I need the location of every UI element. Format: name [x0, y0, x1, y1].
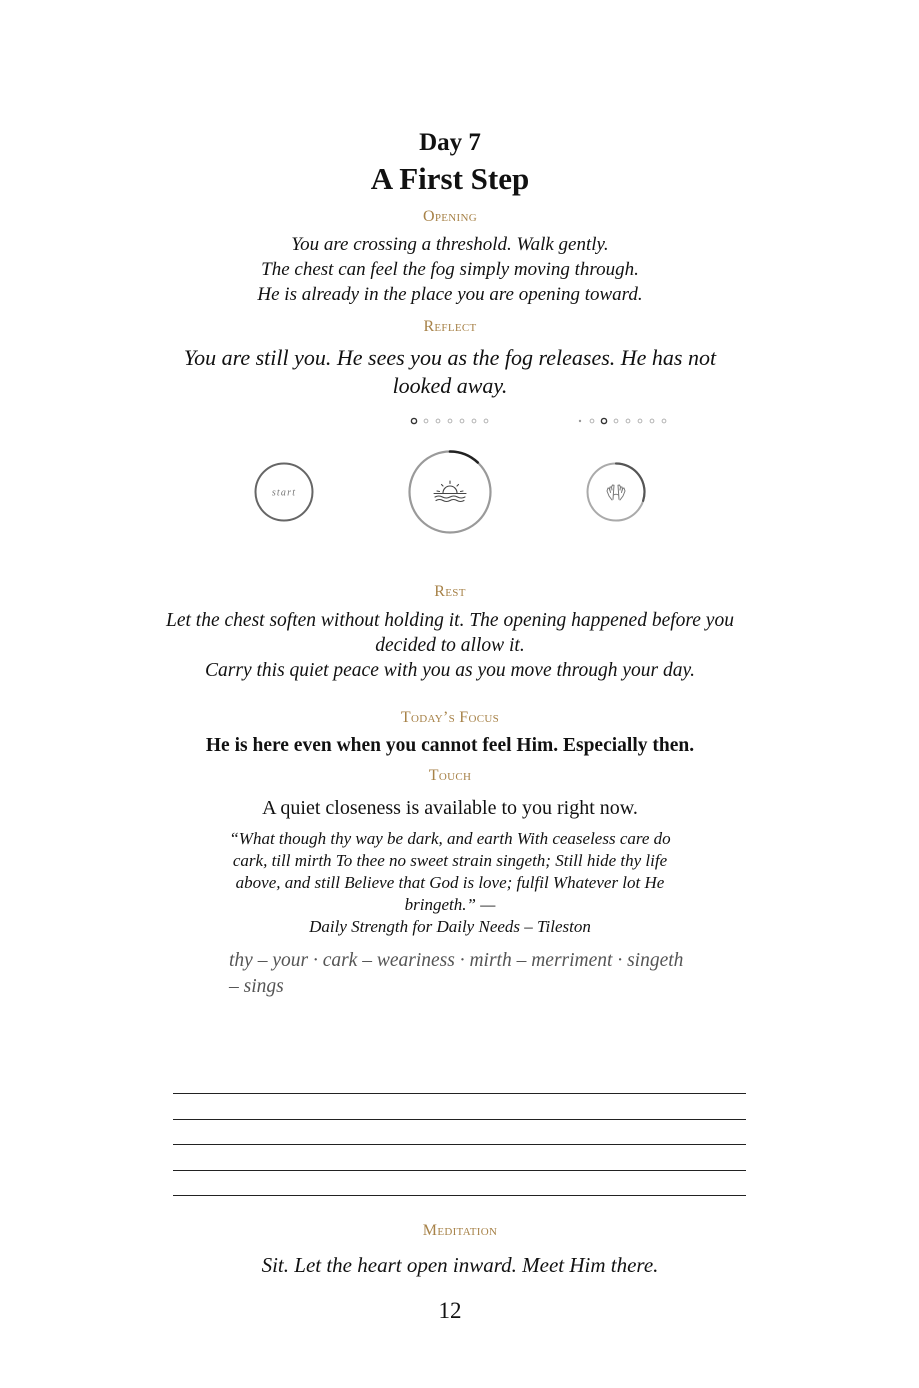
journal-line[interactable]	[173, 1170, 746, 1171]
opening-line: He is already in the place you are opening toward.	[257, 284, 643, 305]
start-button[interactable]	[256, 464, 313, 521]
journal-line[interactable]	[173, 1119, 746, 1120]
step-dot	[638, 419, 642, 423]
step-dot	[484, 419, 488, 423]
opening-line: You are crossing a threshold. Walk gently.	[291, 234, 609, 255]
step-dot	[472, 419, 476, 423]
focus-label: Today’s Focus	[400, 709, 500, 726]
step-dot	[590, 419, 594, 423]
meditation-text: Sit. Let the heart open inward. Meet Him there.	[261, 1253, 659, 1277]
step-indicator-right	[579, 418, 666, 423]
practice-controls	[0, 405, 919, 555]
step-dot	[448, 419, 452, 423]
step-dot-active	[601, 418, 606, 423]
step-dot	[614, 419, 618, 423]
step-dot	[626, 419, 630, 423]
step-dot-active	[411, 418, 416, 423]
reflect-text: You are still you. He sees you as the fog releases. He has not looked away.	[183, 345, 717, 398]
page-title: A First Step	[370, 161, 530, 196]
focus-text: He is here even when you cannot feel Him. Especially then.	[205, 735, 695, 756]
meditation-label: Meditation	[422, 1222, 498, 1239]
rest-text	[160, 608, 740, 683]
step-dot	[436, 419, 440, 423]
journal-line[interactable]	[173, 1195, 746, 1196]
reflect-label: Reflect	[423, 318, 477, 335]
rest-label: Rest	[434, 583, 466, 600]
quote-source: Daily Strength for Daily Needs – Tileston	[309, 917, 591, 936]
opening-text	[0, 232, 900, 307]
controls-graphic	[0, 405, 919, 555]
rest-line: Let the chest soften without holding it. The opening happened before you decided to allow it.	[166, 610, 734, 656]
step-indicator-left	[411, 418, 488, 423]
breath-play-button[interactable]	[410, 452, 491, 533]
day-number: Day 7	[419, 129, 481, 156]
journal-line[interactable]	[173, 1144, 746, 1145]
opening-line: The chest can feel the fog simply moving through.	[261, 259, 639, 280]
step-dot	[579, 420, 581, 422]
opening-label: Opening	[423, 208, 477, 225]
step-dot	[424, 419, 428, 423]
quote-text: “What though thy way be dark, and earth With ceaseless care do cark, till mirth To thee no sweet strain singeth; Still hide thy life above, and still Believe that God is love; fulfil Whatever lot He bringeth.” —	[229, 829, 671, 914]
step-dot	[650, 419, 654, 423]
journal-lines[interactable]	[173, 1093, 746, 1221]
rest-line: Carry this quiet peace with you as you move through your day.	[205, 660, 695, 681]
glossary: thy – your · cark – weariness · mirth – merriment · singeth – sings	[229, 950, 684, 997]
start-label: start	[271, 487, 297, 499]
step-dot	[662, 419, 666, 423]
touch-label: Touch	[428, 767, 472, 784]
step-dot	[460, 419, 464, 423]
prayer-button[interactable]	[588, 464, 645, 521]
quote-block	[225, 828, 675, 938]
page-number: 12	[438, 1298, 462, 1323]
journal-line[interactable]	[173, 1093, 746, 1094]
touch-text: A quiet closeness is available to you right now.	[262, 797, 638, 819]
